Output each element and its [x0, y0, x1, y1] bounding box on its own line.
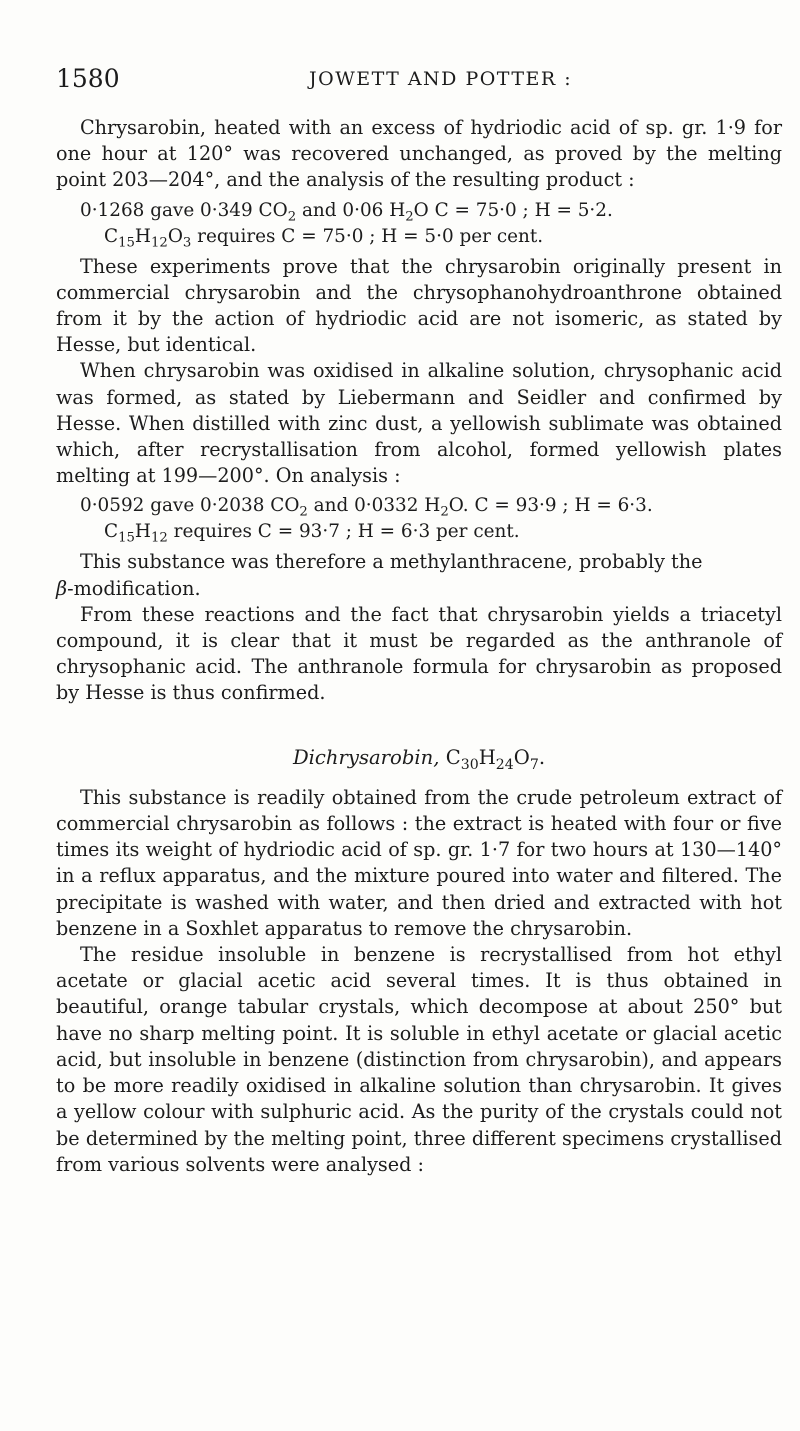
body-text [56, 115, 782, 1178]
analysis-line-1: 0·1268 gave 0·349 $CO_2$ and 0·06 $H_2O$ C = 75·0 ; H = 5·2. [80, 199, 613, 225]
paragraph-methylanthracene: This substance was therefore a methylanthracene, probably the β-modification. [56, 550, 703, 600]
analysis-requires-1: $C_{15}H_{12}O_3$ requires C = 75·0 ; H = 5·0 per cent. [104, 225, 544, 251]
paragraph-chrysarobin-heated: Chrysarobin, heated with an excess of hydriodic acid of sp. gr. 1·9 for one hour at 120° was recovered unchanged, as proved by the melting point 203—204°, and the analysis of the resulting product : [56, 116, 782, 192]
analysis-block-2 [80, 493, 782, 545]
paragraph-experiments-prove: These experiments prove that the chrysarobin originally present in commercial chrysarobin and the chrysophanohydroanthrone obtained from it by the action of hydriodic acid are not isomeric, as stated by Hesse, but identical. [56, 254, 782, 357]
analysis-requires-2: $C_{15}H_{12}$ requires C = 93·7 ; H = 6·3 per cent. [104, 521, 520, 547]
dichrysarobin-formula: $C_{30}H_{24}O_7$. [445, 745, 546, 773]
paragraph-oxidised: When chrysarobin was oxidised in alkaline solution, chrysophanic acid was formed, as stated by Liebermann and Seidler and confirmed by Hesse. When distilled with zinc dust, a yellowish sublimate was obtained which, after recrystallisation from alcohol, formed yellowish plates melting at 199—200°. On analysis : [56, 359, 782, 488]
paragraph-reactions: From these reactions and the fact that chrysarobin yields a triacetyl compound, it is clear that it must be regarded as the anthranole of chrysophanic acid. The anthranole formula for chrysarobin as proposed by Hesse is thus confirmed. [56, 602, 782, 705]
page-header [56, 64, 600, 94]
running-head: JOWETT AND POTTER : [309, 68, 573, 90]
analysis-line-2: 0·0592 gave 0·2038 $CO_2$ and 0·0332 $H_2O$. C = 93·9 ; H = 6·3. [80, 495, 653, 521]
section-heading-dichrysarobin: Dichrysarobin, $C_{30}H_{24}O_7$. [292, 745, 546, 773]
paragraph-residue: The residue insoluble in benzene is recrystallised from hot ethyl acetate or glacial acetic acid several times. It is thus obtained in beautiful, orange tabular crystals, which decompose at about 250° but have no sharp melting point. It is soluble in ethyl acetate or glacial acetic acid, but insoluble in benzene (distinction from chrysarobin), and appears to be more readily oxidised in alkaline solution than chrysarobin. It gives a yellow colour with sulphuric acid. As the purity of the crystals could not be determined by the melting point, three different specimens crystallised from various solvents were analysed : [56, 943, 782, 1176]
paragraph-preparation: This substance is readily obtained from the crude petroleum extract of commercial chrysarobin as follows : the extract is heated with four or five times its weight of hydriodic acid of sp. gr. 1·7 for two hours at 130—140° in a reflux apparatus, and the mixture poured into water and filtered. The precipitate is washed with water, and then dried and extracted with hot benzene in a Soxhlet apparatus to remove the chrysarobin. [56, 785, 782, 940]
beta-symbol: β [56, 576, 68, 600]
analysis-block-1 [80, 198, 782, 250]
page-number: 1580 [56, 64, 120, 93]
